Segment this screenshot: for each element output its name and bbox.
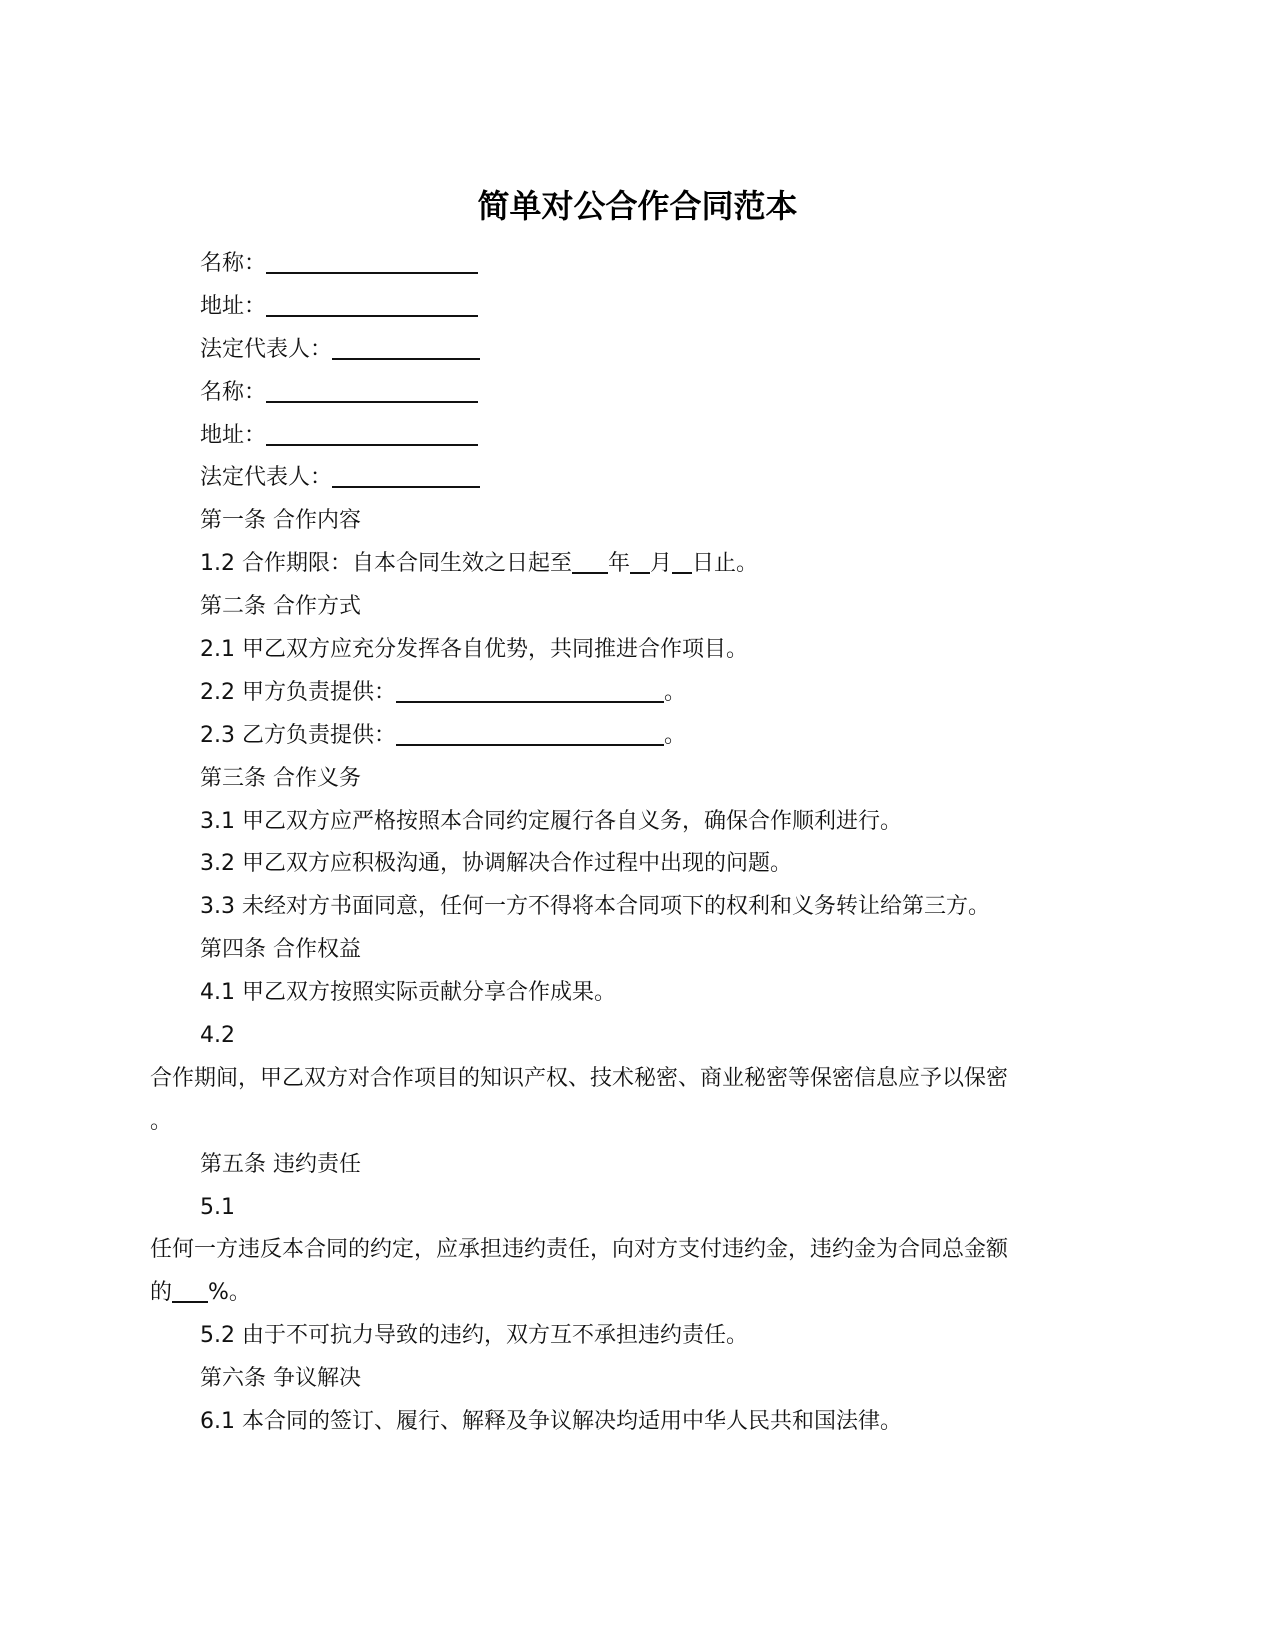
year-label: 年 <box>607 551 630 577</box>
clause-4-2-text: 合作期间，甲乙双方对合作项目的知识产权、技术秘密、商业秘密等保密信息应予以保密 <box>150 1065 1009 1091</box>
day-blank[interactable] <box>672 548 692 574</box>
month-label: 月 <box>650 551 673 577</box>
legal-rep-blank[interactable] <box>332 462 480 488</box>
clause-text: 2.2 甲方负责提供： <box>200 679 396 705</box>
year-blank[interactable] <box>572 548 608 574</box>
field-label: 地址： <box>200 422 267 448</box>
clause-2-1: 2.1 甲乙双方应充分发挥各自优势，共同推进合作项目。 <box>200 637 748 663</box>
clause-4-1: 4.1 甲乙双方按照实际贡献分享合作成果。 <box>200 980 616 1006</box>
clause-3-3: 3.3 未经对方书面同意，任何一方不得将本合同项下的权利和义务转让给第三方。 <box>200 894 990 920</box>
clause-4-2-end: 。 <box>150 1108 173 1134</box>
article-2-heading: 第二条 合作方式 <box>200 594 361 620</box>
party-b-name-field <box>150 372 1130 415</box>
clause-6-1: 6.1 本合同的签订、履行、解释及争议解决均适用中华人民共和国法律。 <box>200 1409 902 1435</box>
clause-2-2 <box>150 672 1130 715</box>
article-1-heading: 第一条 合作内容 <box>200 508 361 534</box>
address-blank[interactable] <box>266 291 478 317</box>
document-body <box>150 243 1130 1444</box>
party-a-legal-rep-field <box>150 329 1130 372</box>
field-label: 地址： <box>200 293 267 319</box>
name-blank[interactable] <box>266 248 478 274</box>
article-4-heading: 第四条 合作权益 <box>200 937 361 963</box>
party-b-provision-blank[interactable] <box>396 720 664 746</box>
end-mark: 。 <box>663 679 686 705</box>
address-blank[interactable] <box>266 420 478 446</box>
party-a-name-field <box>150 243 1130 286</box>
clause-4-2-number: 4.2 <box>200 1023 235 1049</box>
party-b-legal-rep-field <box>150 457 1130 500</box>
article-6-heading: 第六条 争议解决 <box>200 1366 361 1392</box>
clause-3-2: 3.2 甲乙双方应积极沟通，协调解决合作过程中出现的问题。 <box>200 851 792 877</box>
field-label: 名称： <box>200 379 267 405</box>
field-label: 名称： <box>200 251 267 276</box>
legal-rep-blank[interactable] <box>332 334 480 360</box>
clause-5-2: 5.2 由于不可抗力导致的违约，双方互不承担违约责任。 <box>200 1323 748 1349</box>
clause-5-1-number: 5.1 <box>200 1194 235 1220</box>
clause-2-3 <box>150 715 1130 758</box>
clause-text: 的 <box>150 1280 173 1306</box>
clause-3-1: 3.1 甲乙双方应严格按照本合同约定履行各自义务，确保合作顺利进行。 <box>200 808 902 834</box>
clause-text: 1.2 合作期限：自本合同生效之日起至 <box>200 551 572 577</box>
name-blank[interactable] <box>266 377 478 403</box>
clause-5-1-tail <box>150 1272 1130 1315</box>
clause-1-2 <box>150 543 1130 586</box>
party-a-provision-blank[interactable] <box>396 677 664 703</box>
month-blank[interactable] <box>630 548 650 574</box>
clause-text: 2.3 乙方负责提供： <box>200 722 396 748</box>
article-5-heading: 第五条 违约责任 <box>200 1151 361 1177</box>
party-a-address-field <box>150 286 1130 329</box>
field-label: 法定代表人： <box>200 465 333 491</box>
clause-5-1-text: 任何一方违反本合同的约定，应承担违约责任，向对方支付违约金，违约金为合同总金额 <box>150 1237 1009 1263</box>
article-3-heading: 第三条 合作义务 <box>200 765 361 791</box>
penalty-percent-blank[interactable] <box>172 1277 208 1303</box>
party-b-address-field <box>150 415 1130 458</box>
day-label: 日止。 <box>692 551 759 577</box>
percent-label: %。 <box>208 1280 251 1306</box>
document-title: 简单对公合作合同范本 <box>477 187 798 225</box>
field-label: 法定代表人： <box>200 336 333 362</box>
end-mark: 。 <box>663 722 686 748</box>
